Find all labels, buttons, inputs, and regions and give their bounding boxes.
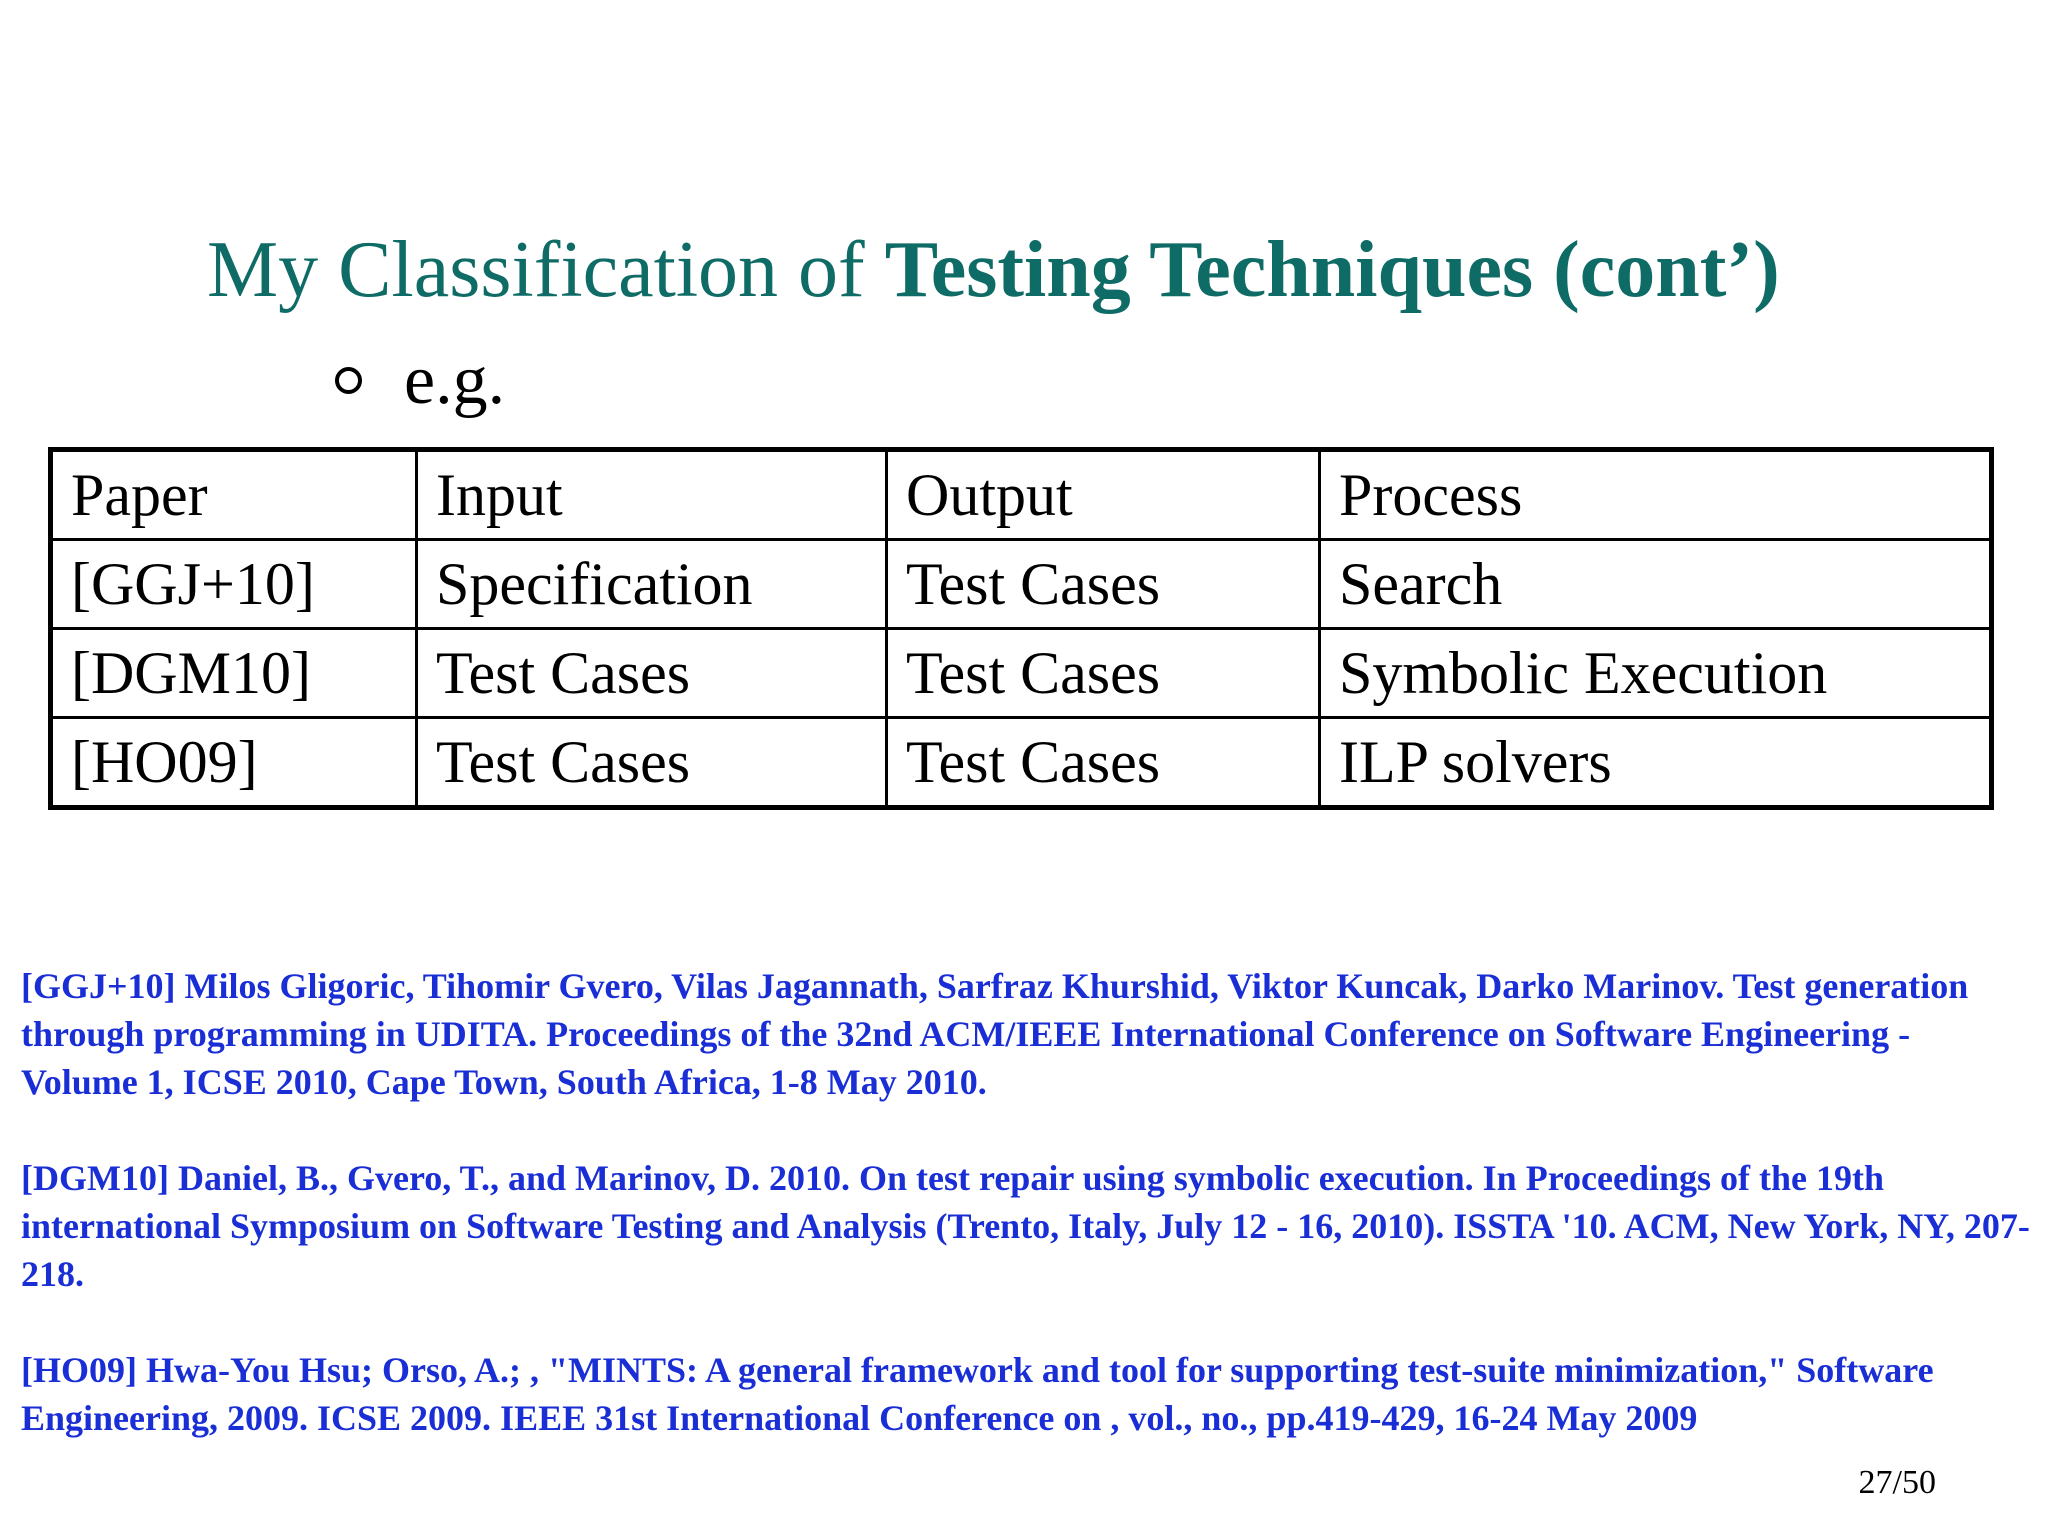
page-number: 27/50 xyxy=(1858,1464,1936,1501)
slide-title-regular: My Classification of xyxy=(207,226,885,314)
classification-table xyxy=(48,447,1994,810)
table-cell-input: Specification xyxy=(417,540,887,629)
table-cell-input: Test Cases xyxy=(417,718,887,808)
table-row xyxy=(51,629,1992,718)
table-cell-process: Search xyxy=(1320,540,1992,629)
reference-ggj10: [GGJ+10] Milos Gligoric, Tihomir Gvero, Vilas Jagannath, Sarfraz Khurshid, Viktor Kuncak, Darko Marinov. Test generation through programming in UDITA. Proceedings of the 32nd ACM/IEEE International Conference on Software Engineering - Volume 1, ICSE 2010, Cape Town, South Africa, 1-8 May 2010. xyxy=(21,966,1969,1102)
table-header-row xyxy=(51,450,1992,540)
header-cell-process: Process xyxy=(1320,450,1992,540)
bullet-item xyxy=(335,342,505,419)
header-cell-output: Output xyxy=(887,450,1320,540)
slide-title xyxy=(207,226,1780,314)
reference-ho09: [HO09] Hwa-You Hsu; Orso, A.; , "MINTS: A general framework and tool for supporting test-suite minimization," Software Engineering, 2009. ICSE 2009. IEEE 31st International Conference on , vol., no., pp.419-429, 16-24 May 2009 xyxy=(21,1350,1934,1438)
table-cell-input: Test Cases xyxy=(417,629,887,718)
table-cell-paper: [DGM10] xyxy=(51,629,417,718)
header-cell-input: Input xyxy=(417,450,887,540)
bullet-text: e.g. xyxy=(404,342,506,419)
table-row xyxy=(51,540,1992,629)
table-cell-paper: [GGJ+10] xyxy=(51,540,417,629)
references xyxy=(21,962,2031,1490)
hollow-circle-bullet-icon xyxy=(335,367,362,394)
table-cell-output: Test Cases xyxy=(887,718,1320,808)
reference-dgm10: [DGM10] Daniel, B., Gvero, T., and Marinov, D. 2010. On test repair using symbolic execution. In Proceedings of the 19th international Symposium on Software Testing and Analysis (Trento, Italy, July 12 - 16, 2010). ISSTA '10. ACM, New York, NY, 207-218. xyxy=(21,1158,2030,1294)
header-cell-paper: Paper xyxy=(51,450,417,540)
table-cell-output: Test Cases xyxy=(887,629,1320,718)
table-row xyxy=(51,718,1992,808)
table-cell-process: Symbolic Execution xyxy=(1320,629,1992,718)
table-cell-output: Test Cases xyxy=(887,540,1320,629)
slide-title-bold: Testing Techniques (cont’) xyxy=(884,226,1780,314)
table-cell-process: ILP solvers xyxy=(1320,718,1992,808)
table-cell-paper: [HO09] xyxy=(51,718,417,808)
